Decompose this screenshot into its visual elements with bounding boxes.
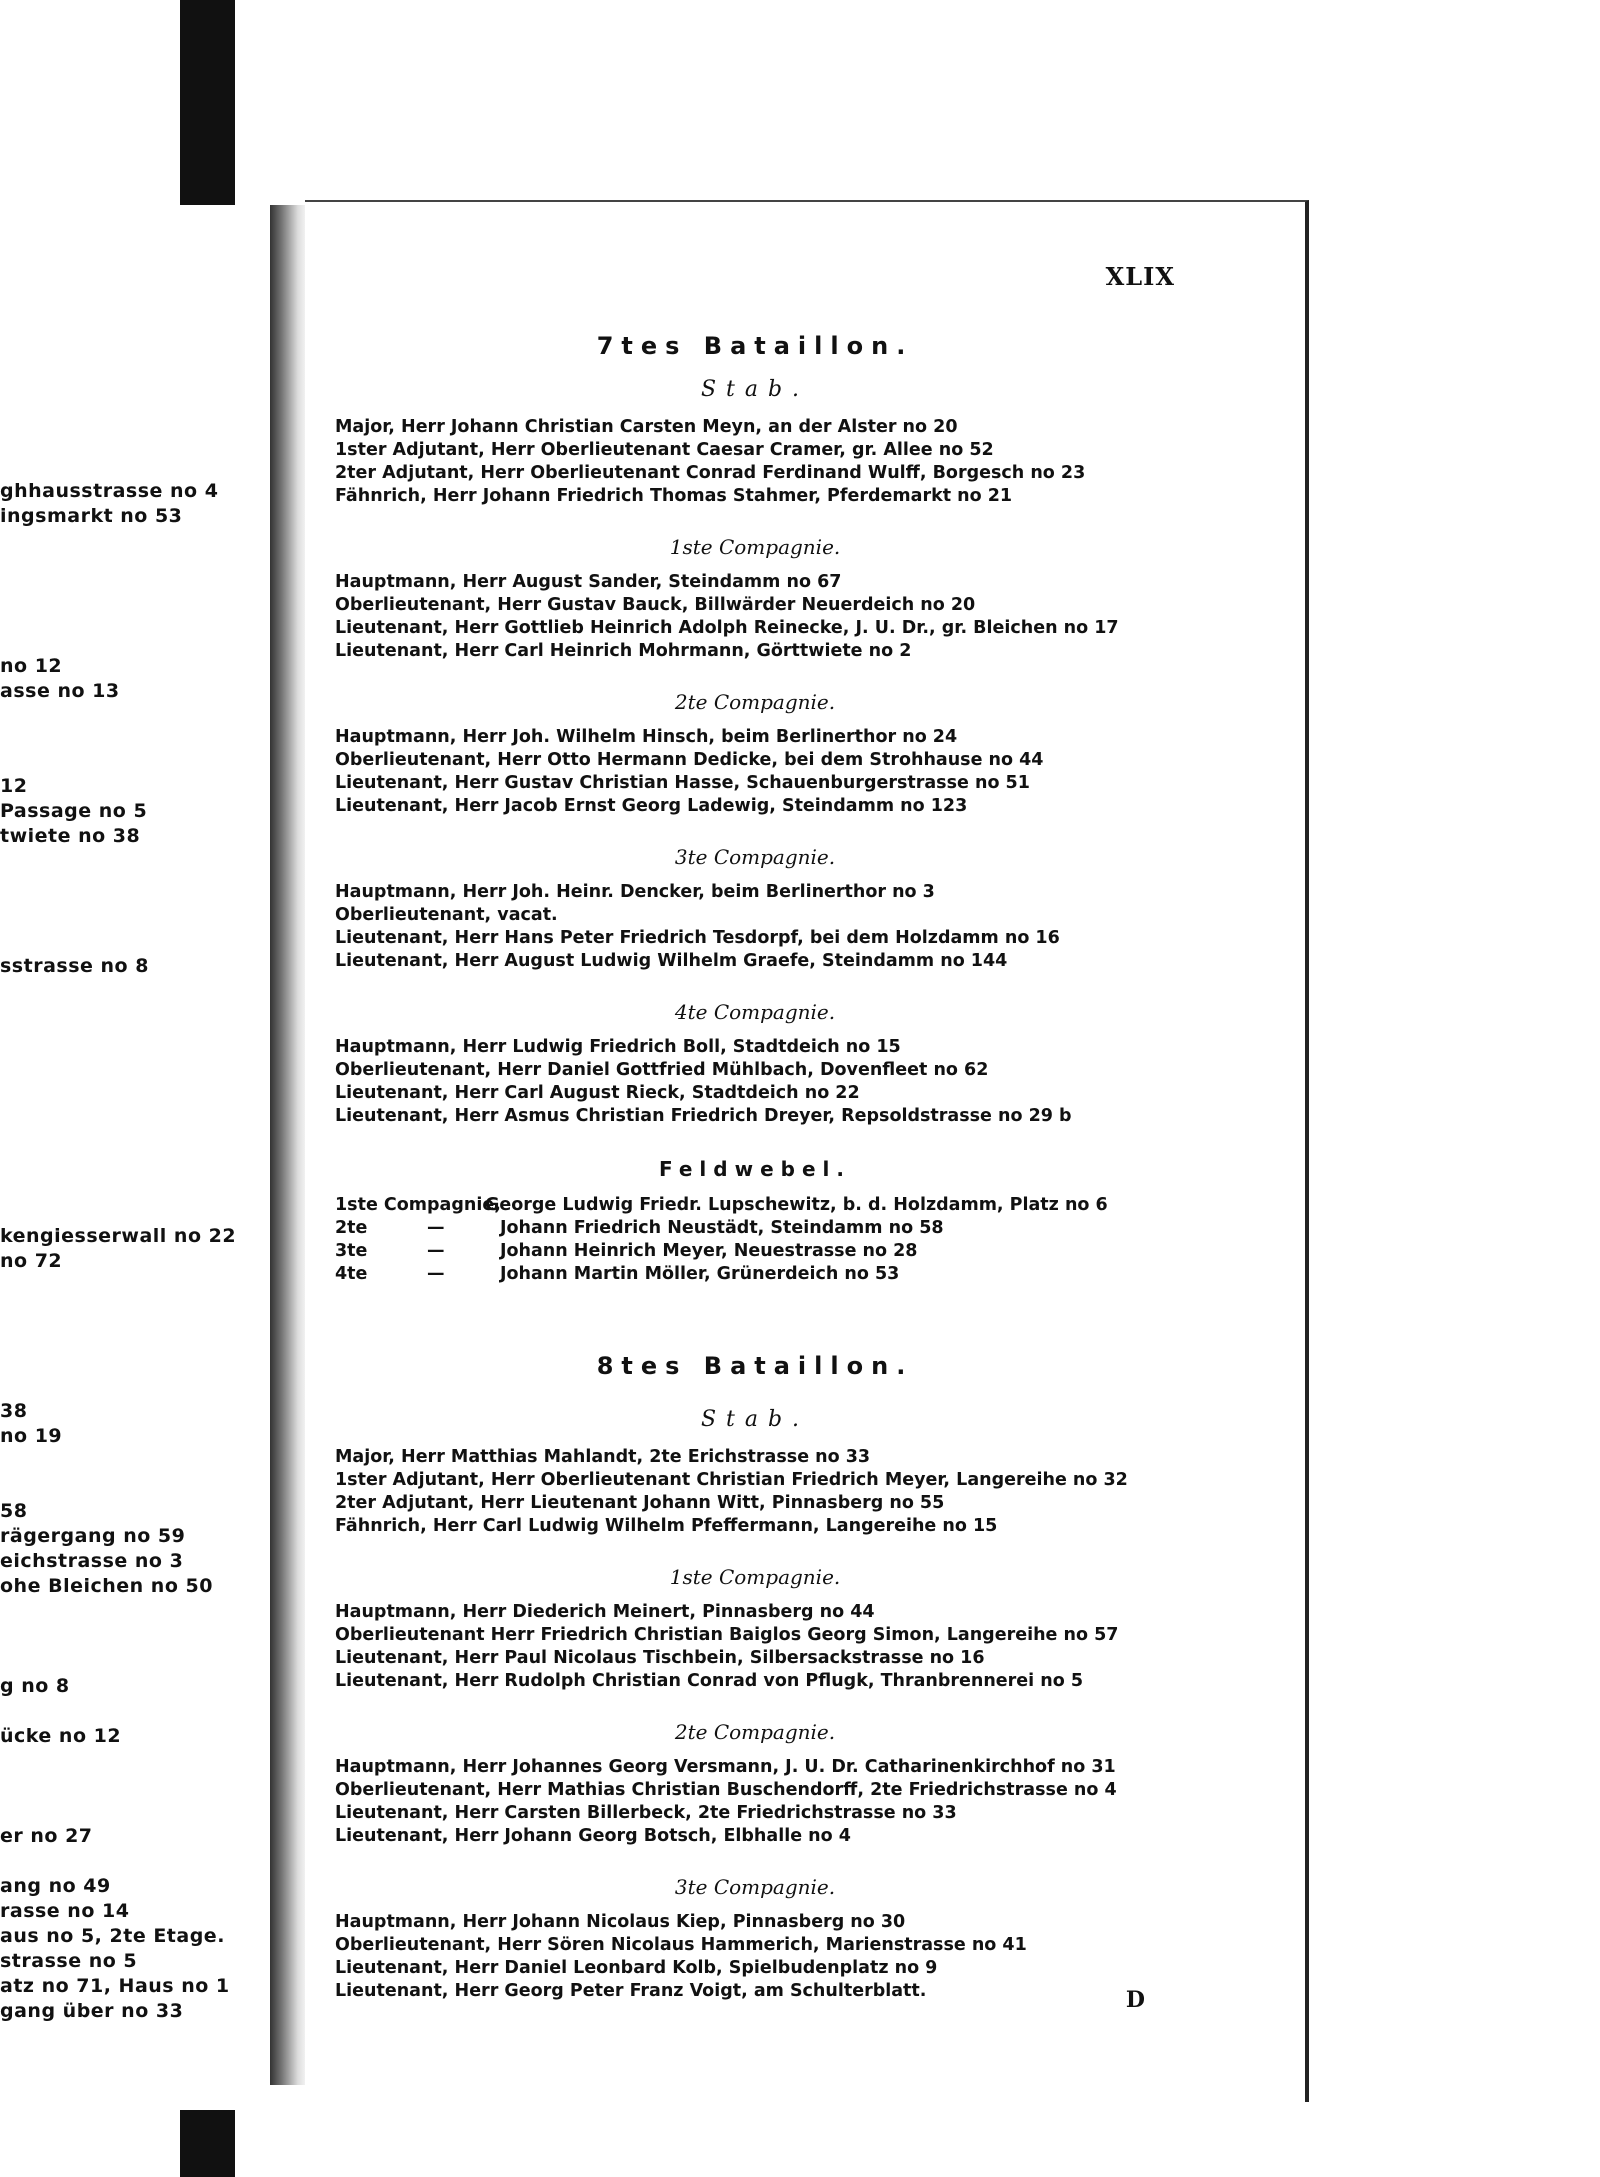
- officer-line: Hauptmann, Herr Diederich Meinert, Pinnasberg no 44: [335, 1602, 875, 1622]
- officer-line: Lieutenant, Herr Georg Peter Franz Voigt, am Schulterblatt.: [335, 1981, 927, 2001]
- officer-line: Oberlieutenant, Herr Otto Hermann Dedicke, bei dem Strohhause no 44: [335, 750, 1044, 770]
- officer-line: Lieutenant, Herr Gottlieb Heinrich Adolph Reinecke, J. U. Dr., gr. Bleichen no 17: [335, 618, 1119, 638]
- officer-line: Hauptmann, Herr Johannes Georg Versmann, J. U. Dr. Catharinenkirchhof no 31: [335, 1757, 1116, 1777]
- left-fragment: asse no 13: [0, 680, 120, 702]
- left-fragment: no 72: [0, 1250, 63, 1272]
- company-title: 4te Compagnie.: [674, 1000, 836, 1024]
- officer-line: Lieutenant, Herr August Ludwig Wilhelm Graefe, Steindamm no 144: [335, 951, 1008, 971]
- officer-line: Lieutenant, Herr Johann Georg Botsch, Elbhalle no 4: [335, 1826, 851, 1846]
- battalion-8-stab-title: Stab.: [700, 1407, 810, 1432]
- left-fragment: ghhausstrasse no 4: [0, 480, 219, 502]
- feldwebel-dash: —: [427, 1264, 445, 1284]
- company-title: 3te Compagnie.: [674, 1875, 836, 1899]
- stab-line: Major, Herr Johann Christian Carsten Meyn, an der Alster no 20: [335, 417, 958, 437]
- officer-line: Hauptmann, Herr Johann Nicolaus Kiep, Pinnasberg no 30: [335, 1912, 906, 1932]
- company-title: 1ste Compagnie.: [669, 535, 841, 559]
- feldwebel-dash: —: [427, 1241, 445, 1261]
- feldwebel-rank: 1ste Compagnie,: [335, 1195, 501, 1215]
- stab-line: Fähnrich, Herr Carl Ludwig Wilhelm Pfeffermann, Langereihe no 15: [335, 1516, 998, 1536]
- left-fragment: Passage no 5: [0, 800, 148, 822]
- feldwebel-title: Feldwebel.: [659, 1157, 851, 1181]
- signature-mark: D: [1125, 1987, 1145, 2013]
- officer-line: Hauptmann, Herr Ludwig Friedrich Boll, Stadtdeich no 15: [335, 1037, 901, 1057]
- feldwebel-name: Johann Friedrich Neustädt, Steindamm no 58: [500, 1218, 944, 1238]
- left-fragment: ingsmarkt no 53: [0, 505, 183, 527]
- left-fragment: atz no 71, Haus no 1: [0, 1975, 230, 1997]
- officer-line: Oberlieutenant Herr Friedrich Christian Baiglos Georg Simon, Langereihe no 57: [335, 1625, 1119, 1645]
- left-fragment: no 12: [0, 655, 63, 677]
- left-fragment: gang über no 33: [0, 2000, 184, 2022]
- stab-line: Major, Herr Matthias Mahlandt, 2te Erichstrasse no 33: [335, 1447, 871, 1467]
- left-fragment: no 19: [0, 1425, 63, 1447]
- left-fragment: sstrasse no 8: [0, 955, 149, 977]
- left-fragment: er no 27: [0, 1825, 93, 1847]
- officer-line: Lieutenant, Herr Gustav Christian Hasse, Schauenburgerstrasse no 51: [335, 773, 1030, 793]
- officer-line: Lieutenant, Herr Carl August Rieck, Stadtdeich no 22: [335, 1083, 860, 1103]
- left-fragment: ang no 49: [0, 1875, 111, 1897]
- feldwebel-rank: 3te: [335, 1241, 368, 1261]
- officer-line: Lieutenant, Herr Paul Nicolaus Tischbein, Silbersackstrasse no 16: [335, 1648, 985, 1668]
- left-fragment: twiete no 38: [0, 825, 141, 847]
- feldwebel-name: Johann Martin Möller, Grünerdeich no 53: [500, 1264, 900, 1284]
- left-fragment: strasse no 5: [0, 1950, 138, 1972]
- left-page: [0, 205, 273, 2085]
- left-fragment: eichstrasse no 3: [0, 1550, 184, 1572]
- stab-line: 1ster Adjutant, Herr Oberlieutenant Caesar Cramer, gr. Allee no 52: [335, 440, 994, 460]
- officer-line: Lieutenant, Herr Hans Peter Friedrich Tesdorpf, bei dem Holzdamm no 16: [335, 928, 1060, 948]
- page-number: XLIX: [1105, 262, 1175, 291]
- officer-line: Oberlieutenant, vacat.: [335, 905, 558, 925]
- officer-line: Hauptmann, Herr Joh. Wilhelm Hinsch, beim Berlinerthor no 24: [335, 727, 958, 747]
- feldwebel-name: George Ludwig Friedr. Lupschewitz, b. d. Holzdamm, Platz no 6: [485, 1195, 1108, 1215]
- officer-line: Hauptmann, Herr Joh. Heinr. Dencker, beim Berlinerthor no 3: [335, 882, 935, 902]
- left-fragment: aus no 5, 2te Etage.: [0, 1925, 225, 1947]
- officer-line: Lieutenant, Herr Jacob Ernst Georg Ladewig, Steindamm no 123: [335, 796, 968, 816]
- battalion-7-title: 7tes Bataillon.: [596, 332, 914, 360]
- company-title: 2te Compagnie.: [674, 1720, 836, 1744]
- officer-line: Lieutenant, Herr Carsten Billerbeck, 2te Friedrichstrasse no 33: [335, 1803, 957, 1823]
- feldwebel-rank: 4te: [335, 1264, 368, 1284]
- stab-line: 2ter Adjutant, Herr Lieutenant Johann Witt, Pinnasberg no 55: [335, 1493, 945, 1513]
- left-fragment: 58: [0, 1500, 28, 1522]
- feldwebel-name: Johann Heinrich Meyer, Neuestrasse no 28: [500, 1241, 918, 1261]
- officer-line: Lieutenant, Herr Daniel Leonbard Kolb, Spielbudenplatz no 9: [335, 1958, 938, 1978]
- left-fragment: kengiesserwall no 22: [0, 1225, 237, 1247]
- officer-line: Lieutenant, Herr Carl Heinrich Mohrmann, Görttwiete no 2: [335, 641, 912, 661]
- gutter-shadow: [270, 205, 310, 2085]
- left-fragment: 38: [0, 1400, 28, 1422]
- left-fragment: 12: [0, 775, 28, 797]
- feldwebel-dash: —: [427, 1218, 445, 1238]
- feldwebel-rank: 2te: [335, 1218, 368, 1238]
- officer-line: Lieutenant, Herr Rudolph Christian Conrad von Pflugk, Thranbrennerei no 5: [335, 1671, 1084, 1691]
- left-fragment: ohe Bleichen no 50: [0, 1575, 213, 1597]
- company-title: 2te Compagnie.: [674, 690, 836, 714]
- battalion-8-title: 8tes Bataillon.: [596, 1352, 914, 1380]
- officer-line: Oberlieutenant, Herr Sören Nicolaus Hammerich, Marienstrasse no 41: [335, 1935, 1027, 1955]
- left-fragment: g no 8: [0, 1675, 70, 1697]
- stab-line: 2ter Adjutant, Herr Oberlieutenant Conrad Ferdinand Wulff, Borgesch no 23: [335, 463, 1086, 483]
- company-title: 3te Compagnie.: [674, 845, 836, 869]
- stab-line: Fähnrich, Herr Johann Friedrich Thomas Stahmer, Pferdemarkt no 21: [335, 486, 1013, 506]
- stab-line: 1ster Adjutant, Herr Oberlieutenant Christian Friedrich Meyer, Langereihe no 32: [335, 1470, 1128, 1490]
- left-fragment: rasse no 14: [0, 1900, 130, 1922]
- officer-line: Lieutenant, Herr Asmus Christian Friedrich Dreyer, Repsoldstrasse no 29 b: [335, 1106, 1072, 1126]
- officer-line: Oberlieutenant, Herr Mathias Christian Buschendorff, 2te Friedrichstrasse no 4: [335, 1780, 1117, 1800]
- battalion-7-stab-title: Stab.: [700, 377, 810, 402]
- officer-line: Oberlieutenant, Herr Gustav Bauck, Billwärder Neuerdeich no 20: [335, 595, 976, 615]
- company-title: 1ste Compagnie.: [669, 1565, 841, 1589]
- right-page: [305, 200, 1309, 2102]
- officer-line: Oberlieutenant, Herr Daniel Gottfried Mühlbach, Dovenfleet no 62: [335, 1060, 989, 1080]
- left-fragment: ücke no 12: [0, 1725, 122, 1747]
- left-fragment: rägergang no 59: [0, 1525, 186, 1547]
- officer-line: Hauptmann, Herr August Sander, Steindamm no 67: [335, 572, 842, 592]
